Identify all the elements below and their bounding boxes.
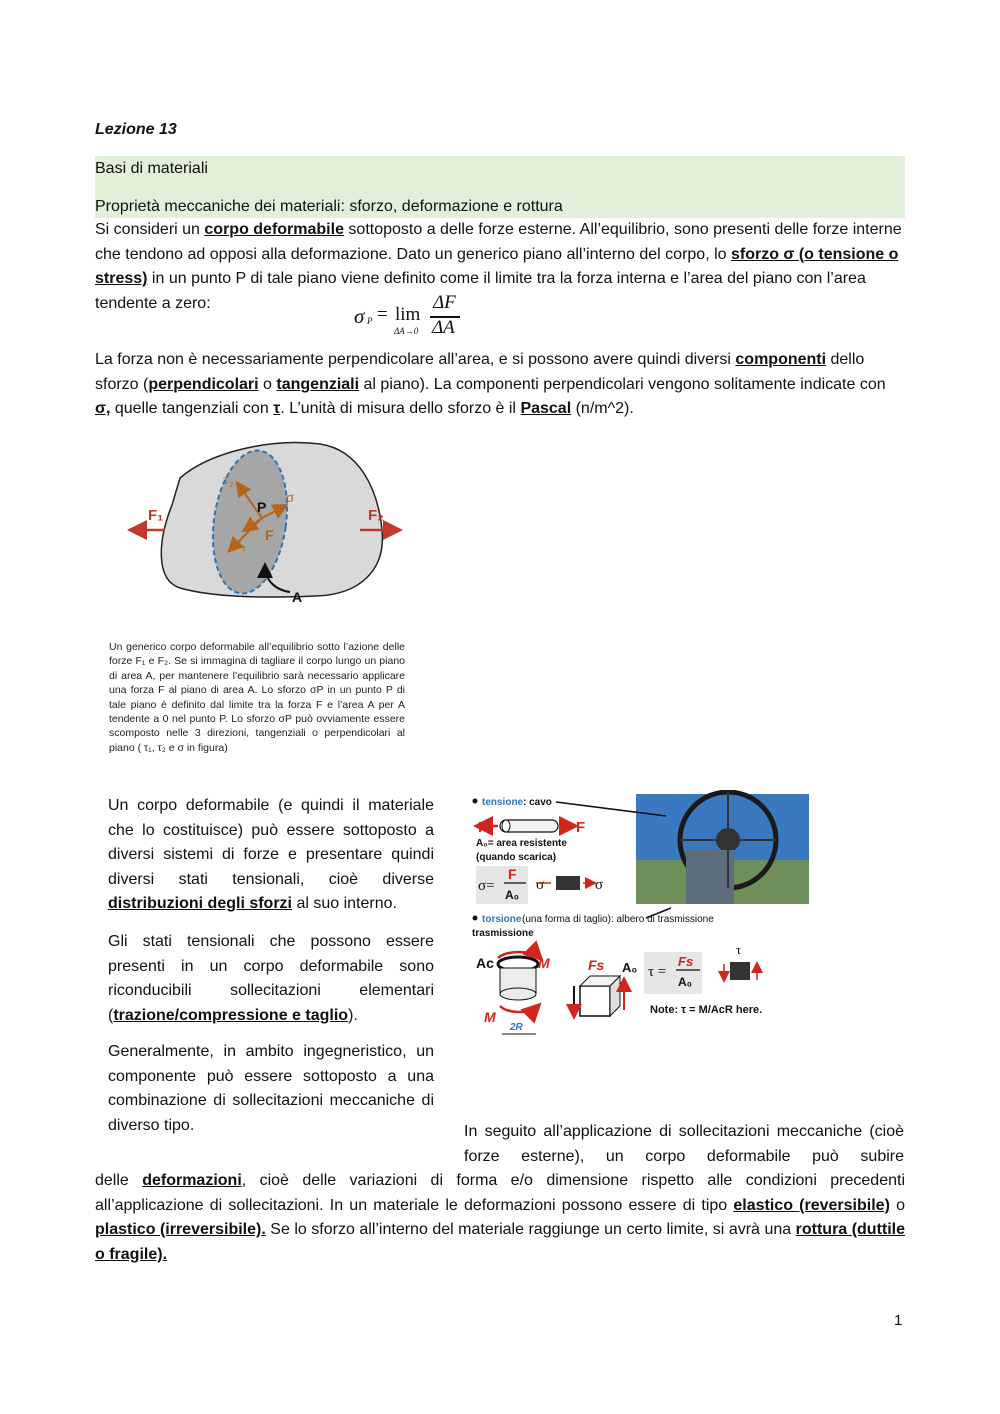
label-f: F <box>265 527 274 543</box>
term-sforzo: sforzo σ (o tensione o stress) <box>95 245 899 287</box>
torsion-rest: (una forma di taglio): albero di trasmissione <box>522 914 714 925</box>
term-rottura: rottura (duttile o fragile). <box>95 1221 906 1263</box>
p2-text-c: dello sforzo ( <box>95 351 865 393</box>
term-tau: τ <box>273 400 281 417</box>
p2-text-i: quelle tangenziali con <box>110 400 274 417</box>
label-a0: A₀ <box>622 960 638 975</box>
term-perpendicolari: perpendicolari <box>148 375 259 393</box>
term-corpo-deformabile: corpo deformabile <box>204 221 344 238</box>
formula-lim-sub: ΔA→0 <box>394 326 419 336</box>
p6-text-d: , cioè delle variazioni di forma e/o dimensione rispetto alle condizioni precedenti all’applicazione di sollecitazioni. In un materiale le deformazioni possono essere di tipo <box>95 1172 905 1214</box>
p4-text-a: Gli stati tensionali che possono essere presenti in un corpo deformabile sono riconducibili sollecitazioni elementari ( <box>108 933 434 1024</box>
deformable-body-figure <box>120 430 420 610</box>
label-m-bottom: M <box>484 1009 496 1025</box>
tau-symbol: τ <box>736 942 742 957</box>
p6-text-b: delle <box>95 1172 143 1189</box>
term-trazione-taglio: trazione/compressione e taglio <box>113 1006 349 1024</box>
torsion-rest-2: trasmissione <box>472 928 534 939</box>
p2-text-g: al piano). La componenti perpendicolari vengono solitamente indicate con <box>359 375 886 393</box>
subsection-heading: Proprietà meccaniche dei materiali: sforzo, deformazione e rottura <box>95 198 563 215</box>
formula-numerator: ΔF <box>433 292 456 313</box>
formula-lim: lim <box>395 304 421 325</box>
term-componenti: componenti <box>735 351 827 368</box>
p2-text-e: o <box>258 375 277 393</box>
label-tau2: τ₂ <box>223 473 234 488</box>
paragraph-stress-definition <box>95 218 905 316</box>
term-distribuzioni: distribuzioni degli sforzi <box>108 895 292 912</box>
paragraph-elementary-stresses <box>108 930 434 1028</box>
label-m-top: M <box>538 955 550 971</box>
label-tau1: τ₁ <box>236 537 247 552</box>
sigma-right: σ <box>595 877 604 893</box>
sigma-equals: σ= <box>478 878 495 894</box>
sigma-frac-den: A₀ <box>505 888 520 902</box>
p4-text-c: ). <box>348 1006 358 1024</box>
term-sigma: σ, <box>95 400 111 417</box>
area-note: (quando scarica) <box>476 852 557 863</box>
paragraph-stress-components <box>95 348 905 422</box>
label-ac: Ac <box>476 955 494 971</box>
p1-text-c: sottoposto a delle forze esterne. All’equilibrio, sono presenti delle forze interne che tendono ad opposi alla deformazione. Dato un generico piano all’interno del corpo, lo <box>95 221 902 263</box>
term-plastico: plastico (irreversibile). <box>95 1221 266 1238</box>
label-2r: 2R <box>510 1022 523 1033</box>
label-p: P <box>257 499 267 515</box>
tau-frac-num: Fs <box>678 954 694 969</box>
force-f-left: F <box>478 819 488 836</box>
area-label: A₀= area resistente <box>476 838 567 849</box>
paragraph-tensional-states <box>108 794 434 917</box>
formula-sigma: σ <box>354 304 365 328</box>
term-elastico: elastico (reversibile) <box>733 1196 890 1214</box>
paragraph-deformation <box>95 1169 905 1267</box>
tension-rest: : cavo <box>523 797 552 808</box>
p3-text-c: al suo interno. <box>292 895 397 912</box>
p1-text-a: Si consideri un <box>95 221 205 238</box>
tau-equals: τ = <box>648 964 667 980</box>
torsion-label: torsione <box>482 914 522 925</box>
page-number: 1 <box>894 1312 903 1329</box>
label-a: A <box>292 589 303 605</box>
term-pascal: Pascal <box>520 400 572 417</box>
torsion-note: Note: τ = M/AcR here. <box>650 1004 763 1016</box>
label-sigma: σ <box>286 490 295 506</box>
p2-text-m: (n/m^2). <box>571 400 634 417</box>
formula-denominator: ΔA <box>432 317 455 338</box>
force-f-right: F <box>576 819 586 836</box>
label-fs: Fs <box>588 957 605 973</box>
p3-text-a: Un corpo deformabile (e quindi il materiale che lo costituisce) può essere sottoposto a diversi sistemi di forze e presentare quindi diversi stati tensionali, cioè diverse <box>108 797 434 888</box>
sigma-left: σ <box>536 877 545 893</box>
section-heading: Basi di materiali <box>95 160 208 177</box>
figure1-caption: Un generico corpo deformabile all’equilibrio sotto l’azione delle forze F₁ e F₂. Se si immagina di tagliare il corpo lungo un piano di area A, per mantenere l’equilibrio sarà necessario applicare una forza F al piano di area A. Lo sforzo σP in un punto P di tale piano è definito dal limite tra la forza F e l’area A per A tendente a 0 nel punto P. Lo sforzo σP può ovviamente essere scomposto nelle 3 direzioni, tangenziali o perpendicolari al piano ( τ₁, τ₂ e σ in figura) <box>109 641 405 754</box>
p2-text-k: . L’unità di misura dello sforzo è il <box>280 400 521 417</box>
paragraph-deformation-start: In seguito all’applicazione di sollecitazioni meccaniche (cioè forze esterne), un corpo deformabile può subire <box>464 1123 904 1165</box>
tension-label: tensione <box>482 797 524 808</box>
formula-sub: P <box>367 316 373 326</box>
p6-text-f: o <box>889 1196 906 1214</box>
p1-text-e: in un punto P di tale piano viene definito come il limite tra la forza interna e l’area del piano con l’area tendente a zero: <box>95 270 866 312</box>
term-tangenziali: tangenziali <box>276 375 360 393</box>
shear-cube <box>580 986 610 1016</box>
term-deformazioni: deformazioni <box>142 1172 242 1189</box>
label-f2: F₂ <box>368 507 384 524</box>
p6-text-h: Se lo sforzo all’interno del materiale raggiunge un certo limite, si avrà una <box>265 1221 796 1238</box>
tau-frac-den: A₀ <box>678 975 693 989</box>
formula-equals: = <box>377 304 388 325</box>
lesson-title: Lezione 13 <box>95 121 177 138</box>
tension-torsion-figure <box>466 790 816 1050</box>
stress-formula <box>354 292 464 342</box>
p2-text-a: La forza non è necessariamente perpendicolare all’area, e si possono avere quindi diversi <box>95 351 736 368</box>
sigma-frac-num: F <box>508 866 517 882</box>
paragraph-combination: Generalmente, in ambito ingegneristico, un componente può essere sottoposto a una combinazione di sollecitazioni meccaniche di diverso tipo. <box>108 1043 434 1134</box>
label-f1: F₁ <box>148 507 164 524</box>
